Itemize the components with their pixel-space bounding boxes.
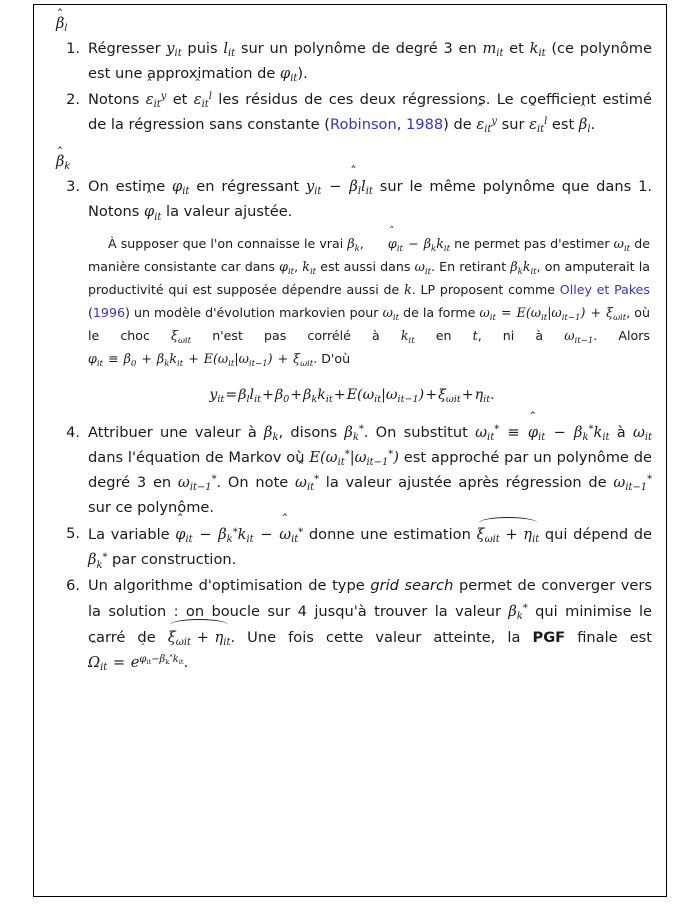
term-pgf: PGF (532, 628, 566, 646)
step-number: 3. (66, 178, 80, 196)
step-text-3: On estime $\varphi_{it}$ en régressant $y_{it}$ − ˆ $\beta_ll_{it}$ sur le même polynôme que dans 1. Notons ˆ $\varphi_{it}$ la valeur ajustée. (88, 178, 652, 220)
step-text-4: Attribuer une valeur à $\beta_k$, disons $\beta_k^*$. On substitut $\omega_{it}^*$ ≡ ˆ $\varphi_{it} - \beta_k^*k_{it}$ à $\omega_{it}$ dans l'équation de Markov où $E(\omega_{it}^*|\omega_{it-1}^*)$ est approché par un polynôme de degré 3 en $\omega_{it-1}^*$. On note ˆ $\omega_{it}^*$ la valeur ajustée après régression de $\omega_{it-1}^*$ sur ce polynôme. (88, 424, 652, 516)
citation-robinson-author[interactable]: Robinson (329, 116, 397, 134)
heading-beta-k: ˆ $\beta_k$ (56, 155, 652, 171)
step-number: 1. (66, 39, 80, 57)
emphasis-grid-search: grid search (370, 577, 454, 595)
slide-frame (33, 4, 667, 897)
step-item-2 (52, 87, 652, 137)
slide-content (34, 5, 666, 675)
step-text-1: Régresser $y_{it}$ puis $l_{it}$ sur un polynôme de degré 3 en $m_{it}$ et $k_{it}$ (ce polynôme est une approximation de $\varphi_{it}$). (88, 39, 653, 85)
step-number: 6. (66, 577, 80, 595)
steps-list-beta-k (52, 174, 652, 224)
step-item-6 (52, 573, 652, 674)
note-paragraph: À supposer que l'on connaisse le vrai $\beta_k$, ˆ $\varphi_{it} - \beta_kk_{it}$ ne permet pas d'estimer $\omega_{it}$ de manière consistante car dans $\varphi_{it}$, $k_{it}$ est aussi dans $\omega_{it}$. En retirant $\beta_kk_{it}$, on amputerait la productivité qui est supposée dépendre aussi de k. LP proposent comme Olley et Pakes (1996) un modèle d'évolution markovien pour $\omega_{it}$ de la forme $\omega_{it} = E(\omega_{it}|\omega_{it-1}) + \xi_{\omega it}$, où le choc $\xi_{\omega it}$ n'est pas corrélé à $k_{it}$ en t, ni à $\omega_{it-1}$. Alors $\varphi_{it} \equiv \beta_0 + \beta_kk_{it} + E(\omega_{it}|\omega_{it-1}) + \xi_{\omega it}$. D'où (88, 233, 650, 370)
step-item-1 (52, 36, 652, 86)
steps-list-beta-l (52, 36, 652, 137)
citation-robinson-year[interactable]: 1988 (406, 116, 444, 134)
citation-olley-pakes-author[interactable]: Olley et Pakes (559, 282, 650, 298)
step-number: 5. (66, 525, 80, 543)
display-equation: $y_{it}=\beta_ll_{it}+\beta_0+\beta_kk_{it}+E(\omega_{it}|\omega_{it-1})+\xi_{\omega it}+\eta_{it}$. (209, 386, 495, 405)
citation-olley-pakes-year[interactable]: 1996 (92, 305, 125, 321)
steps-list-continued (52, 420, 652, 675)
step-item-4 (52, 420, 652, 520)
step-text-6: Un algorithme d'optimisation de type grid search permet de converger vers la solution : on boucle sur 4 jusqu'à trouver la valeur $\beta_k^*$ qui minimise le carré de $\xi_{\omega it} + \eta_{it}$. Une fois cette valeur atteinte, la PGF finale est ˆ $\Omega_{it}$ = eˆ $^{\varphi_{it}-\beta_k^*k_{it}}$. (88, 577, 652, 670)
step-text-5: La variable ˆ $\varphi_{it} - \beta_k^*k_{it}$ − ˆ $\omega_{it}^*$ donne une estimation $\xi_{\omega it} + \eta_{it}$ qui dépend de $\beta_k^*$ par construction. (88, 526, 652, 568)
step-number: 4. (66, 423, 80, 441)
step-item-3 (52, 174, 652, 224)
step-number: 2. (66, 91, 80, 109)
step-text-2: Notons ˆ $\varepsilon_{it}^y$ et ˆ $\varepsilon_{it}^l$ les résidus de ces deux régressions. Le coefficient estimé de la régression sans constante (Robinson, 1988) de ˆ $\varepsilon_{it}^y$ sur ˆ $\varepsilon_{it}^l$ est ˆ $\beta_l$. (88, 91, 652, 133)
step-item-5 (52, 521, 652, 572)
heading-beta-l: ˆ $\beta_l$ (56, 17, 652, 33)
